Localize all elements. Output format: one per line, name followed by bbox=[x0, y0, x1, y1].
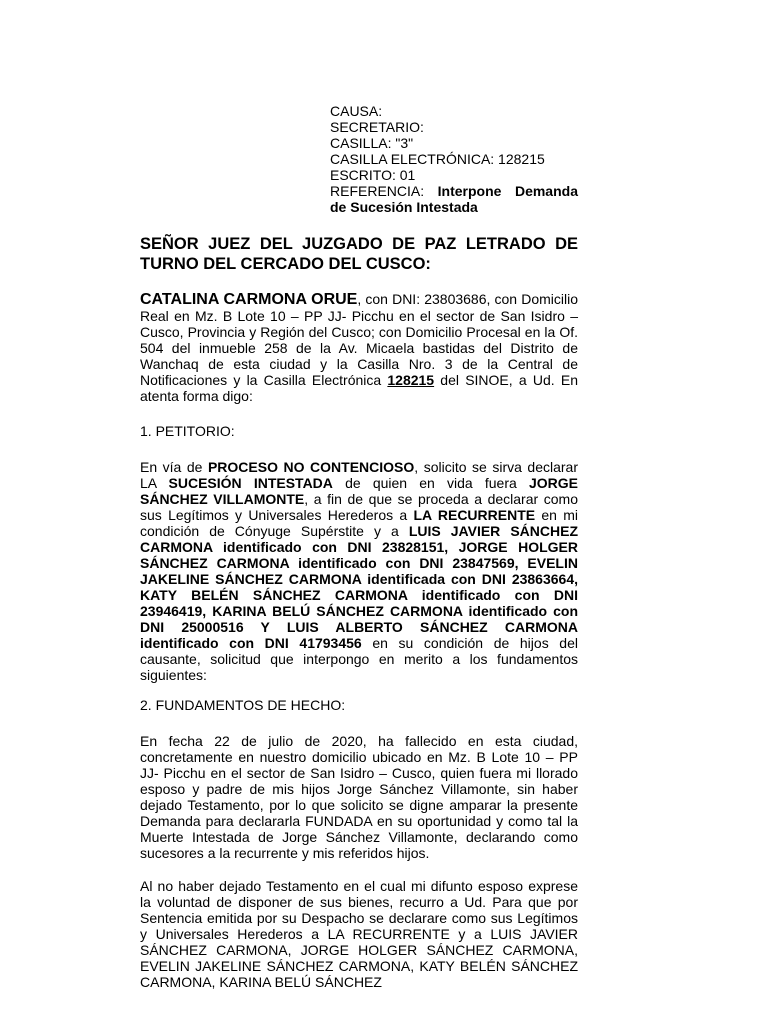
petitorio-bold: SUCESIÓN INTESTADA bbox=[168, 475, 333, 491]
heirs-list: LUIS JAVIER SÁNCHEZ CARMONA identificado con DNI 23828151, JORGE HOLGER SÁNCHEZ CARMONA identificado con DNI 23847569, EVELIN JAKELINE SÁNCHEZ CARMONA identificada con DNI 23863664, KATY BELÉN SÁNCHEZ CARMONA identificado con DNI 23946419, KARINA BELÚ SÁNCHEZ CARMONA identificado con DNI 25000516 Y LUIS ALBERTO SÁNCHEZ CARMONA identificado con DNI 41793456 bbox=[140, 523, 578, 651]
section-heading-fundamentos: 2. FUNDAMENTOS DE HECHO: bbox=[140, 697, 346, 713]
referencia-value: Interpone Demanda de Sucesión Intestada bbox=[330, 183, 578, 215]
petitorio-text: , a fin de que se proceda a declarar como sus Legítimos y Universales Herederos a bbox=[140, 491, 578, 523]
casilla-electronica-line: CASILLA ELECTRÓNICA: 128215 bbox=[330, 151, 545, 167]
escrito-line: ESCRITO: 01 bbox=[330, 167, 416, 183]
intro-paragraph bbox=[140, 291, 578, 404]
petitorio-bold: LA RECURRENTE bbox=[413, 507, 536, 523]
petitorio-paragraph bbox=[140, 459, 578, 683]
fundamentos-paragraph-2: Al no haber dejado Testamento en el cual mi difunto esposo exprese la voluntad de disponer de sus bienes, recurro a Ud. Para que por Sentencia emitida por su Despacho se declarare como sus Legítimos y Universales Herederos a LA RECURRENTE y a LUIS JAVIER SÁNCHEZ CARMONA, JORGE HOLGER SÁNCHEZ CARMONA, EVELIN JAKELINE SÁNCHEZ CARMONA, KATY BELÉN SÁNCHEZ CARMONA, KARINA BELÚ SÁNCHEZ bbox=[140, 878, 578, 990]
petitorio-text: en su condición de hijos del causante, solicitud que interpongo en merito a los fundamentos siguientes: bbox=[140, 635, 578, 683]
petitorio-text: En vía de bbox=[140, 459, 208, 475]
section-heading-petitorio: 1. PETITORIO: bbox=[140, 423, 235, 439]
petitorio-text: de quien en vida fuera bbox=[332, 475, 529, 491]
causa-line: CAUSA: bbox=[330, 103, 383, 119]
document-title: SEÑOR JUEZ DEL JUZGADO DE PAZ LETRADO DE TURNO DEL CERCADO DEL CUSCO: bbox=[140, 235, 578, 273]
fundamentos-paragraph-1: En fecha 22 de julio de 2020, ha fallecido en esta ciudad, concretamente en nuestro domicilio ubicado en Mz. B Lote 10 – PP JJ- Picchu en el sector de San Isidro – Cusco, quien fuera mi llorado esposo y padre de mis hijos Jorge Sánchez Villamonte, sin haber dejado Testamento, por lo que solicito se digne amparar la presente Demanda para declararla FUNDADA en su oportunidad y como tal la Muerte Intestada de Jorge Sánchez Villamonte, declarando como sucesores a la recurrente y mis referidos hijos. bbox=[140, 733, 578, 861]
referencia-label: REFERENCIA: bbox=[330, 183, 438, 199]
intro-text-1: , con DNI: 23803686, con Domicilio Real en Mz. B Lote 10 – PP JJ- Picchu en el sector de San Isidro – Cusco, Provincia y Región del Cusco; con Domicilio Procesal en la Of. 504 del inmueble 258 de la Av. Micaela bastidas del Distrito de Wanchaq de esta ciudad y la Casilla Nro. 3 de la Central de Notificaciones y la Casilla Electrónica bbox=[140, 291, 579, 388]
intro-text-2: del SINOE, a Ud. En atenta forma digo: bbox=[140, 372, 578, 404]
petitorio-bold: JORGE SÁNCHEZ VILLAMONTE bbox=[140, 475, 578, 507]
petitorio-text: en mi condición de Cónyuge Supérstite y a bbox=[140, 507, 579, 539]
secretario-line: SECRETARIO: bbox=[330, 119, 424, 135]
petitorio-bold: PROCESO NO CONTENCIOSO bbox=[207, 459, 415, 475]
petitioner-name: CATALINA CARMONA ORUE bbox=[140, 291, 358, 308]
case-header bbox=[330, 103, 578, 215]
casilla-line: CASILLA: "3" bbox=[330, 135, 414, 151]
casilla-number: 128215 bbox=[387, 372, 435, 388]
petitorio-text: , solicito se sirva declarar LA bbox=[140, 459, 579, 491]
referencia-line bbox=[330, 183, 578, 215]
